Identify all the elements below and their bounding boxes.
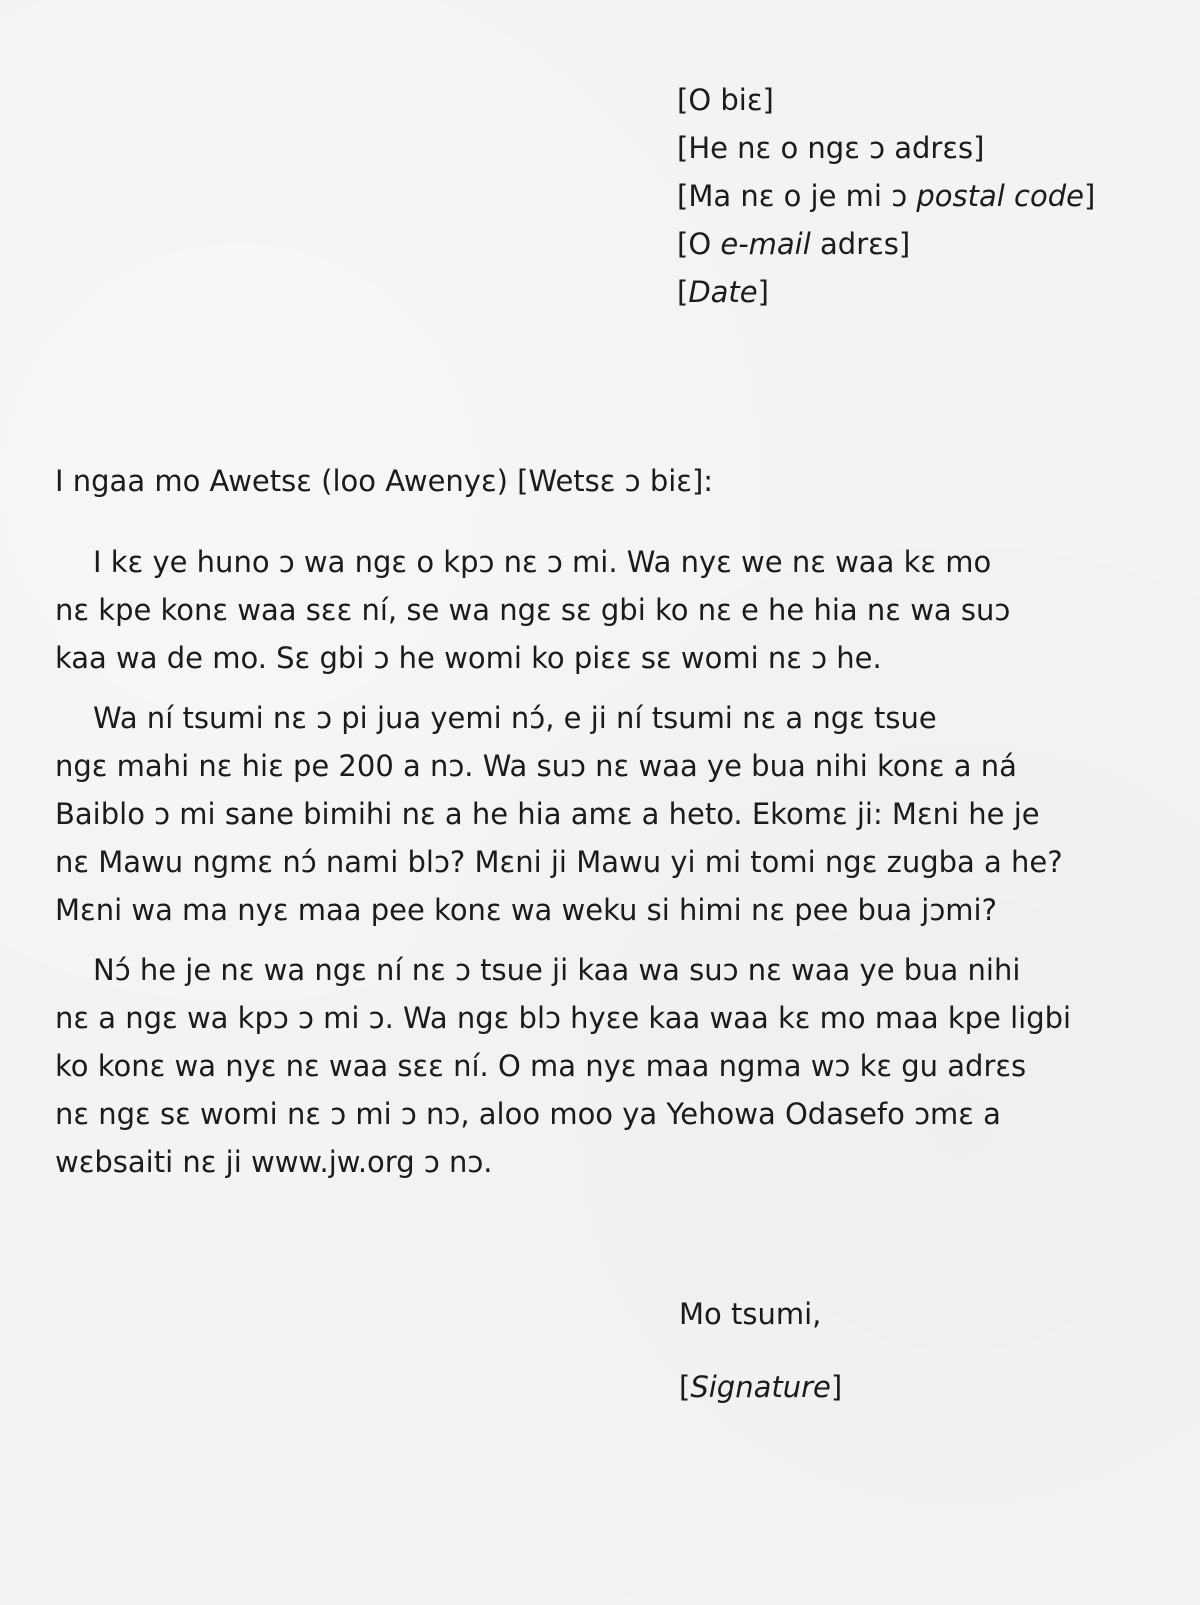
paragraph-line: nɛ ngɛ sɛ womi nɛ ɔ mi ɔ nɔ, aloo moo ya Yehowa Odasefo ɔmɛ a	[55, 1097, 1001, 1131]
paragraph-2	[55, 694, 1145, 934]
letter-body	[55, 538, 1145, 1198]
sender-email-line	[677, 220, 1095, 268]
date-prefix: [	[677, 275, 689, 309]
email-suffix: adrɛs]	[810, 227, 911, 261]
date-label: Date	[688, 275, 758, 309]
paragraph-line: Nɔ́ he je nɛ wa ngɛ ní nɛ ɔ tsue ji kaa wa suɔ nɛ waa ye bua nihi	[93, 953, 1021, 987]
paragraph-line: kaa wa de mo. Sɛ gbi ɔ he womi ko piɛɛ sɛ womi nɛ ɔ he.	[55, 641, 882, 675]
paragraph-line: nɛ kpe konɛ waa sɛɛ ní, se wa ngɛ sɛ gbi ko nɛ e he hia nɛ wa suɔ	[55, 593, 1011, 627]
paragraph-line: nɛ a ngɛ wa kpɔ ɔ mi ɔ. Wa ngɛ blɔ hyɛe kaa waa kɛ mo maa kpe ligbi	[55, 1001, 1072, 1035]
paragraph-line: Wa ní tsumi nɛ ɔ pi jua yemi nɔ́, e ji ní tsumi nɛ a ngɛ tsue	[93, 701, 937, 735]
paragraph-line: nɛ Mawu ngmɛ nɔ́ nami blɔ? Mɛni ji Mawu yi mi tomi ngɛ zugba a he?	[55, 845, 1063, 879]
postal-code-label: postal code	[916, 179, 1084, 213]
signature-prefix: [	[679, 1370, 691, 1404]
paragraph-line: ko konɛ wa nyɛ nɛ waa sɛɛ ní. O ma nyɛ maa ngma wɔ kɛ gu adrɛs	[55, 1049, 1027, 1083]
date-line	[677, 268, 1095, 316]
sender-name: [O biɛ]	[677, 83, 774, 117]
signature-suffix: ]	[830, 1370, 843, 1404]
sender-postal-line	[677, 172, 1095, 220]
paragraph-line: Mɛni wa ma nyɛ maa pee konɛ wa weku si himi nɛ pee bua jɔmi?	[55, 893, 997, 927]
paragraph-line: Baiblo ɔ mi sane bimihi nɛ a he hia amɛ a heto. Ekomɛ ji: Mɛni he je	[55, 797, 1040, 831]
postal-prefix: [Ma nɛ o je mi ɔ	[677, 179, 917, 213]
paragraph-line: ngɛ mahi nɛ hiɛ pe 200 a nɔ. Wa suɔ nɛ waa ye bua nihi konɛ a ná	[55, 749, 1017, 783]
email-prefix: [O	[677, 227, 721, 261]
salutation: I ngaa mo Awetsɛ (loo Awenyɛ) [Wetsɛ ɔ biɛ]:	[55, 464, 714, 498]
closing-phrase: Mo tsumi,	[679, 1297, 822, 1331]
postal-suffix: ]	[1083, 179, 1096, 213]
date-suffix: ]	[757, 275, 769, 309]
paragraph-line: wɛbsaiti nɛ ji www.jw.org ɔ nɔ.	[55, 1145, 493, 1179]
paragraph-3	[55, 946, 1145, 1186]
signature-line	[679, 1363, 842, 1411]
paragraph-1	[55, 538, 1145, 682]
signature-label: Signature	[690, 1370, 831, 1404]
sender-street-address: [He nɛ o ngɛ ɔ adrɛs]	[677, 131, 985, 165]
paragraph-line: I kɛ ye huno ɔ wa ngɛ o kpɔ nɛ ɔ mi. Wa nyɛ we nɛ waa kɛ mo	[93, 545, 992, 579]
sender-address-block	[677, 76, 1095, 316]
email-label: e-mail	[720, 227, 811, 261]
